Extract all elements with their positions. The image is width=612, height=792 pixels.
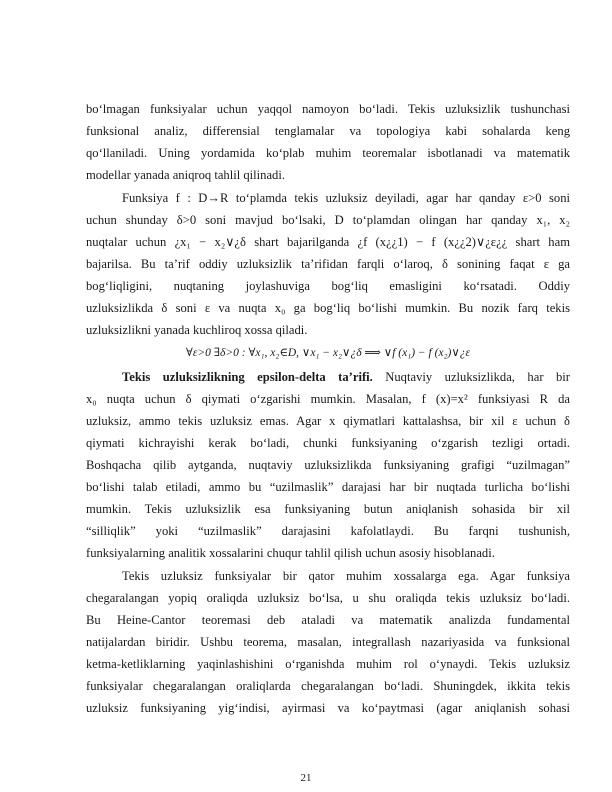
text-line: Bu Heine-Cantor teoremasi deb ataladi va matematik analizda fundamental — [86, 613, 570, 627]
text-line: uchun shunday δ>0 soni mavjud bo‘lsaki, D to‘plamdan olingan har qanday x₁, x₂ — [86, 213, 570, 227]
text-line: nuqtalar uchun ¿x₁ − x₂∨¿δ shart bajarilganda ¿f (x¿¿1) − f (x¿¿2)∨¿ε¿¿ shart ham — [86, 235, 570, 249]
text-span: Nuqtaviy uzluksizlikda, har bir — [372, 370, 570, 384]
text-line: Boshqacha qilib aytganda, nuqtaviy uzluksizlikda funksiyaning grafigi “uzilmagan” — [86, 458, 570, 472]
text-line: bajarilsa. Bu ta’rif oddiy uzluksizlik ta’rifidan farqli o‘laroq, δ sonining faqat ε ga — [86, 257, 570, 271]
text-line: Tekis uzluksiz funksiyalar bir qator muhim xossalarga ega. Agar funksiya — [122, 569, 570, 583]
text-line: natijalardan biridir. Ushbu teorema, masalan, integrallash nazariyasida va funksional — [86, 635, 570, 649]
text-line: uzluksizlikda δ soni ε va nuqta x₀ ga bog‘liq bo‘lishi mumkin. Bu nozik farq tekis — [86, 301, 570, 315]
text-line: ketma-ketliklarning yaqinlashishini o‘rganishda muhim rol o‘ynaydi. Tekis uzluksiz — [86, 657, 570, 671]
text-line: bo‘lishi talab etiladi, ammo bu “uzilmaslik” darajasi har bir nuqtada turlicha bo‘lishi — [86, 480, 570, 494]
text-line: modellar yanada aniqroq tahlil qilinadi. — [86, 168, 285, 182]
math-formula: ∀ε>0 ∃δ>0 : ∀x₁, x₂∈D, ∨x₁ − x₂∨¿δ ⟹ ∨f (x₁) − f (x₂)∨¿ε — [185, 347, 471, 359]
text-line: chegaralangan yopiq oraliqda uzluksiz bo‘lsa, u shu oraliqda tekis uzluksiz bo‘ladi. — [86, 591, 570, 605]
text-line: x₀ nuqta uchun δ qiymati o‘zgarishi mumkin. Masalan, f (x)=x² funksiyasi R da — [86, 392, 570, 406]
text-line — [122, 370, 570, 384]
text-line: qiymati kichrayishi kerak bo‘ladi, chunki funksiyaning o‘zgarish tezligi ortadi. — [86, 436, 570, 450]
text-line: uzluksiz funksiyaning yig‘indisi, ayirmasi va ko‘paytmasi (agar aniqlanish sohasi — [86, 701, 570, 715]
text-line: funksional analiz, differensial tenglamalar va topologiya kabi sohalarda keng — [86, 124, 570, 138]
text-line: Funksiya f : D→R to‘plamda tekis uzluksiz deyiladi, agar har qanday ε>0 soni — [122, 191, 570, 205]
bold-heading: Tekis uzluksizlikning epsilon-delta ta’rifi. — [122, 370, 373, 384]
page-number: 21 — [300, 772, 312, 784]
text-line: bog‘liqligini, nuqtaning joylashuviga bog‘liq emasligini ko‘rsatadi. Oddiy — [86, 279, 570, 293]
text-line: qo‘llaniladi. Uning yordamida ko‘plab muhim teoremalar isbotlanadi va matematik — [86, 146, 570, 160]
text-line: funksiyalar chegaralangan oraliqlarda chegaralangan bo‘ladi. Shuningdek, ikkita tekis — [86, 679, 570, 693]
text-line: uzluksiz, ammo tekis uzluksiz emas. Agar x qiymatlari kattalashsa, bir xil ε uchun δ — [86, 414, 570, 428]
text-line: “silliqlik” yoki “uzilmaslik” darajasini kafolatlaydi. Bu farqni tushunish, — [86, 524, 570, 538]
text-line: mumkin. Tekis uzluksizlik esa funksiyaning butun aniqlanish sohasida bir xil — [86, 502, 570, 516]
text-line: uzluksizlikni yanada kuchliroq xossa qiladi. — [86, 323, 308, 337]
text-line: bo‘lmagan funksiyalar uchun yaqqol namoyon bo‘ladi. Tekis uzluksizlik tushunchasi — [86, 102, 570, 116]
text-line: funksiyalarning analitik xossalarini chuqur tahlil qilish uchun asosiy hisoblanadi. — [86, 546, 495, 560]
